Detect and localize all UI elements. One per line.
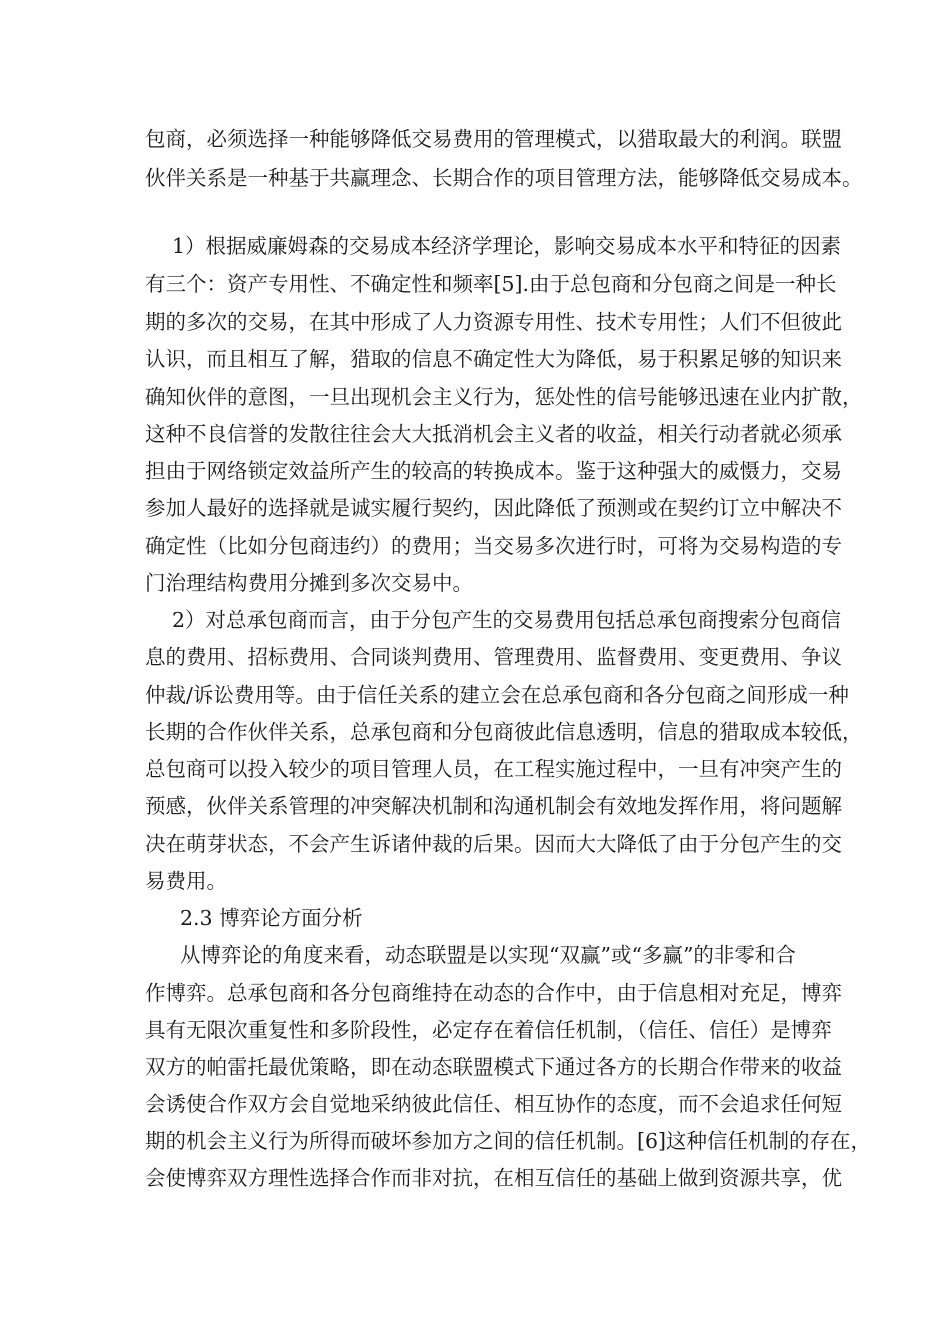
paragraph-line: 确定性（比如分包商违约）的费用；当交易多次进行时，可将为交易构造的专 bbox=[145, 534, 842, 558]
paragraph-line: 会诱使合作双方会自觉地采纳彼此信任、相互协作的态度，而不会追求任何短 bbox=[145, 1092, 842, 1116]
paragraph-line: 仲裁/诉讼费用等。由于信任关系的建立会在总承包商和各分包商之间形成一种 bbox=[145, 683, 849, 707]
paragraph-line: 包商，必须选择一种能够降低交易费用的管理模式，以猎取最大的利润。联盟 bbox=[145, 127, 842, 151]
paragraph-line: 期的多次的交易，在其中形成了人力资源专用性、技术专用性；人们不但彼此 bbox=[145, 310, 842, 334]
paragraph-line: 会使博弈双方理性选择合作而非对抗，在相互信任的基础上做到资源共享，优 bbox=[145, 1166, 842, 1190]
paragraph-line: 从博弈论的角度来看，动态联盟是以实现“双赢”或“多赢”的非零和合 bbox=[180, 943, 796, 967]
paragraph-line: 预感，伙伴关系管理的冲突解决机制和沟通机制会有效地发挥作用，将问题解 bbox=[145, 794, 842, 818]
paragraph-line: 担由于网络锁定效益所产生的较高的转换成本。鉴于这种强大的威慑力，交易 bbox=[145, 459, 842, 483]
paragraph-line: 伙伴关系是一种基于共赢理念、长期合作的项目管理方法，能够降低交易成本。 bbox=[145, 166, 863, 190]
paragraph-line: 这种不良信誉的发散往往会大大抵消机会主义者的收益，相关行动者就必须承 bbox=[145, 422, 842, 446]
paragraph-line: 认识，而且相互了解，猎取的信息不确定性大为降低，易于积累足够的知识来 bbox=[145, 347, 842, 371]
paragraph-line: 有三个：资产专用性、不确定性和频率[5].由于总包商和分包商之间是一种长 bbox=[145, 272, 837, 296]
paragraph-line: 2）对总承包商而言，由于分包产生的交易费用包括总承包商搜索分包商信 bbox=[172, 608, 842, 632]
paragraph-line: 息的费用、招标费用、合同谈判费用、管理费用、监督费用、变更费用、争议 bbox=[145, 645, 842, 669]
paragraph-line: 易费用。 bbox=[145, 869, 227, 893]
paragraph-line: 双方的帕雷托最优策略，即在动态联盟模式下通过各方的长期合作带来的收益 bbox=[145, 1055, 842, 1079]
paragraph-line: 总包商可以投入较少的项目管理人员，在工程实施过程中，一旦有冲突产生的 bbox=[145, 757, 842, 781]
paragraph-line: 具有无限次重复性和多阶段性，必定存在着信任机制，（信任、信任）是博弈 bbox=[145, 1018, 832, 1042]
paragraph-line: 确知伙伴的意图，一旦出现机会主义行为，惩处性的信号能够迅速在业内扩散， bbox=[145, 385, 863, 409]
paragraph-line: 长期的合作伙伴关系，总承包商和分包商彼此信息透明，信息的猎取成本较低， bbox=[145, 720, 863, 744]
paragraph-line: 1）根据威廉姆森的交易成本经济学理论，影响交易成本水平和特征的因素 bbox=[172, 234, 842, 258]
paragraph-line: 门治理结构费用分摊到多次交易中。 bbox=[145, 571, 473, 595]
paragraph-line: 期的机会主义行为所得而破坏参加方之间的信任机制。[6]这种信任机制的存在， bbox=[145, 1129, 872, 1153]
section-heading: 2.3 博弈论方面分析 bbox=[180, 906, 363, 930]
paragraph-line: 决在萌芽状态，不会产生诉诸仲裁的后果。因而大大降低了由于分包产生的交 bbox=[145, 832, 842, 856]
paragraph-line: 作博弈。总承包商和各分包商维持在动态的合作中，由于信息相对充足，博弈 bbox=[145, 981, 842, 1005]
paragraph-line: 参加人最好的选择就是诚实履行契约，因此降低了预测或在契约订立中解决不 bbox=[145, 496, 842, 520]
